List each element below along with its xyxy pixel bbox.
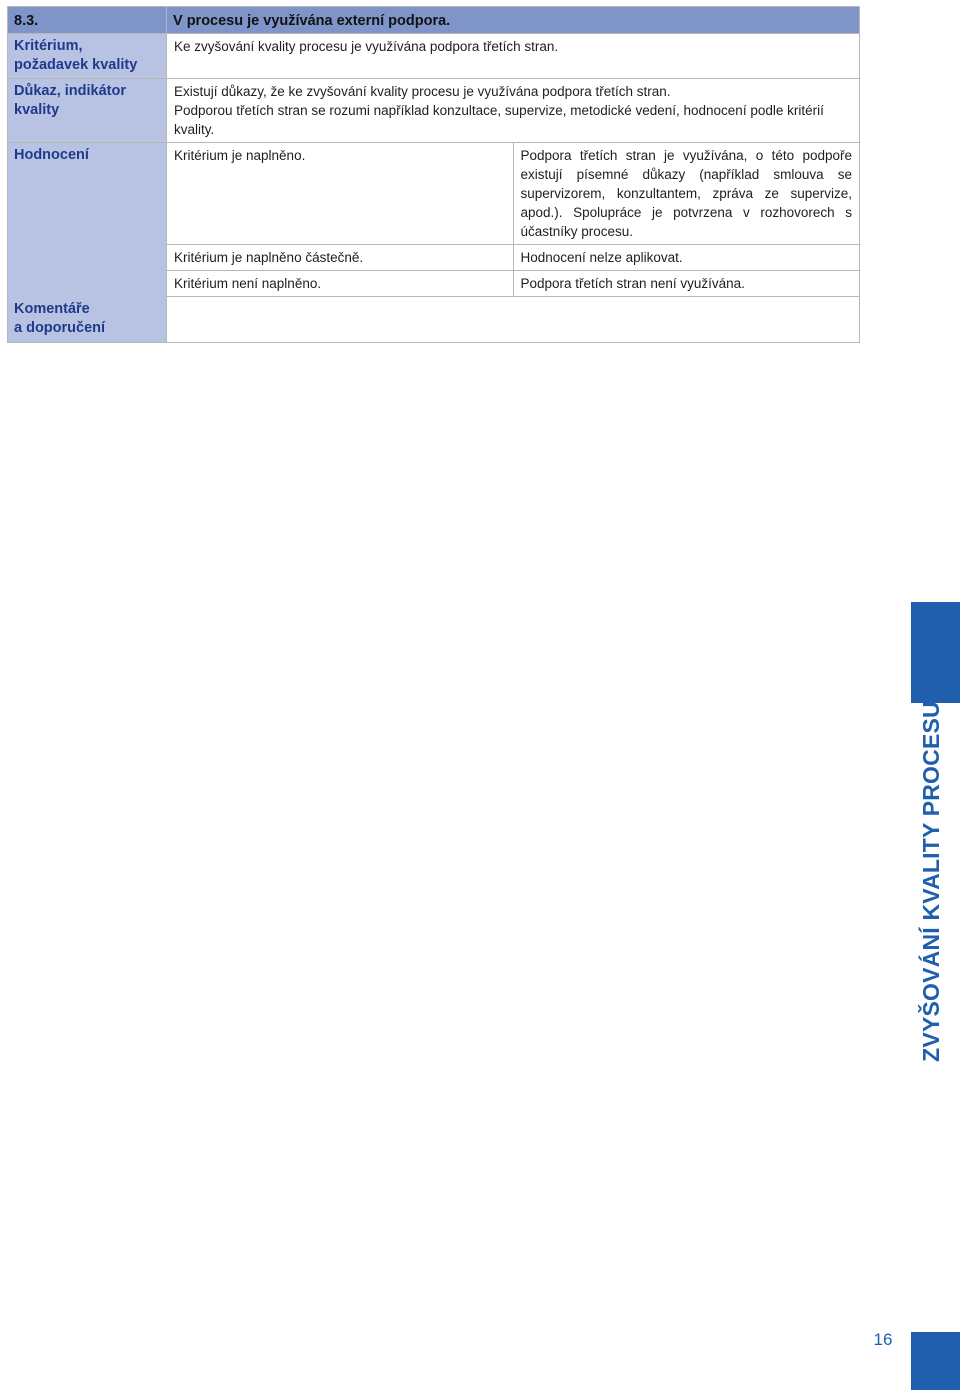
section-header-row <box>8 7 860 34</box>
criteria-table <box>7 6 860 343</box>
assessment-status-2: Kritérium je naplněno částečně. <box>167 245 514 271</box>
assessment-description-1: Podpora třetích stran je využívána, o této podpoře existují písemné důkazy (například smlouva se supervizorem, konzultantem, zpráva ze supervize, apod.). Spolupráce je potvrzena v rozhovorech s účastníky procesu. <box>513 143 860 245</box>
assessment-row-1 <box>8 143 860 245</box>
comments-text <box>167 297 860 343</box>
sidebar-accent-bottom <box>911 1332 960 1390</box>
criterion-label-line2: požadavek kvality <box>14 57 138 73</box>
criterion-label <box>8 34 167 79</box>
assessment-description-2: Hodnocení nelze aplikovat. <box>513 245 860 271</box>
assessment-status-1: Kritérium je naplněno. <box>167 143 514 245</box>
comments-label-line2: a doporučení <box>14 320 106 336</box>
evidence-row <box>8 79 860 143</box>
evidence-text-line1: Existují důkazy, že ke zvyšování kvality procesu je využívána podpora třetích stran. <box>174 84 671 99</box>
assessment-status-3: Kritérium není naplněno. <box>167 271 514 297</box>
evidence-label-line1: Důkaz, indikátor <box>14 83 126 99</box>
assessment-description-3: Podpora třetích stran není využívána. <box>513 271 860 297</box>
criterion-label-line1: Kritérium, <box>14 38 83 54</box>
page-number: 16 <box>873 1330 893 1349</box>
section-title: V procesu je využívána externí podpora. <box>167 7 860 34</box>
comments-label <box>8 297 167 343</box>
criterion-text: Ke zvyšování kvality procesu je využívána podpora třetích stran. <box>167 34 860 79</box>
evidence-text-line2: Podporou třetích stran se rozumi například konzultace, supervize, metodické vedení, hodnocení podle kritérií kvality. <box>174 103 824 137</box>
assessment-label: Hodnocení <box>8 143 167 297</box>
evidence-label <box>8 79 167 143</box>
sidebar-vertical-title-text: ZVYŠOVÁNÍ KVALITY PROCESU <box>917 700 944 1062</box>
criterion-row <box>8 34 860 79</box>
sidebar-accent-top <box>911 602 960 703</box>
evidence-text <box>167 79 860 143</box>
section-number: 8.3. <box>8 7 167 34</box>
comments-row <box>8 297 860 343</box>
comments-label-line1: Komentáře <box>14 301 90 317</box>
sidebar-vertical-title <box>911 700 951 1062</box>
evidence-label-line2: kvality <box>14 102 60 118</box>
